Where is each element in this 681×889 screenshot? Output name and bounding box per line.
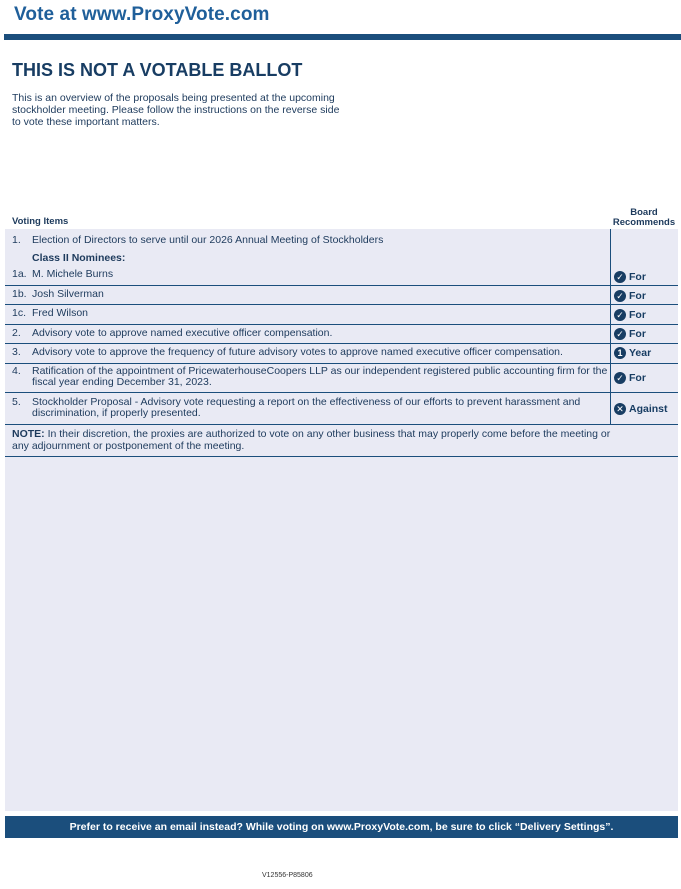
check-icon: ✓: [614, 372, 626, 384]
nominees-subheading-row: [5, 253, 678, 267]
note: [5, 428, 612, 452]
proposal-row-2: [5, 326, 678, 344]
recommendation-label: For: [629, 371, 646, 384]
recommendation-label: For: [629, 289, 646, 302]
check-icon: ✓: [614, 309, 626, 321]
recommendation-label: For: [629, 270, 646, 283]
recommendation: [614, 309, 678, 321]
check-icon: ✓: [614, 290, 626, 302]
intro-text: This is an overview of the proposals being presented at the upcoming stockholder meeting. Please follow the instructions on the reverse side to vote these important matters.: [12, 92, 340, 128]
check-icon: ✓: [614, 271, 626, 283]
item-number: 1b.: [12, 288, 27, 300]
item-text: Ratification of the appointment of PricewaterhouseCoopers LLP as our independent registered public accounting firm for the fiscal year ending December 31, 2023.: [32, 365, 608, 388]
x-icon: ✕: [614, 403, 626, 415]
proposal-row-5: [5, 394, 678, 425]
recommendation: [614, 290, 678, 302]
recommendation: [614, 372, 678, 384]
nominees-subheading: Class II Nominees:: [32, 252, 126, 264]
item-text: Stockholder Proposal - Advisory vote requesting a report on the effectiveness of our efforts to prevent harassment and discrimination, if properly presented.: [32, 396, 581, 419]
recommendation: [614, 347, 678, 359]
site-title[interactable]: Vote at www.ProxyVote.com: [14, 4, 270, 25]
proposal-row-1a: [5, 268, 678, 286]
top-divider: [4, 34, 681, 40]
recommendation: [614, 403, 678, 415]
note-label: NOTE:: [12, 428, 45, 440]
document-code: V12556-P85806: [262, 872, 313, 879]
note-text: In their discretion, the proxies are authorized to vote on any other business that may properly come before the meeting or any adjournment or postponement of the meeting.: [12, 428, 611, 452]
proposal-row-1c: [5, 306, 678, 325]
board-recommends-header: Board Recommends: [612, 207, 676, 228]
item-text: Election of Directors to serve until our 2026 Annual Meeting of Stockholders: [32, 234, 384, 246]
recommendation: [614, 328, 678, 340]
item-number: 1.: [12, 234, 21, 246]
recommendation-label: For: [629, 308, 646, 321]
recommendation-label: Year: [629, 346, 652, 359]
ballot-title: THIS IS NOT A VOTABLE BALLOT: [12, 60, 303, 80]
item-number: 1c.: [12, 307, 27, 319]
proposal-row-1: [5, 235, 678, 249]
check-icon: ✓: [614, 328, 626, 340]
proposal-row-3: [5, 345, 678, 364]
item-number: 4.: [12, 365, 21, 377]
item-text: Advisory vote to approve the frequency of future advisory votes to approve named executive officer compensation.: [32, 346, 563, 358]
item-number: 2.: [12, 327, 21, 339]
item-text: Advisory vote to approve named executive officer compensation.: [32, 327, 333, 339]
item-number: 5.: [12, 396, 21, 408]
item-number: 3.: [12, 346, 21, 358]
proposal-row-1b: [5, 287, 678, 305]
recommendation-label: Against: [629, 402, 668, 415]
email-delivery-banner: Prefer to receive an email instead? While voting on www.ProxyVote.com, be sure to click “Delivery Settings”.: [5, 816, 678, 838]
recommendation: [614, 271, 678, 283]
recommendation-label: For: [629, 327, 646, 340]
item-text: M. Michele Burns: [32, 268, 114, 280]
item-number: 1a.: [12, 268, 27, 280]
one-icon: 1: [614, 347, 626, 359]
proposal-row-4: [5, 365, 678, 393]
item-text: Josh Silverman: [32, 288, 104, 300]
item-text: Fred Wilson: [32, 307, 89, 319]
note-divider: [5, 456, 678, 457]
voting-items-header: Voting Items: [12, 216, 69, 227]
